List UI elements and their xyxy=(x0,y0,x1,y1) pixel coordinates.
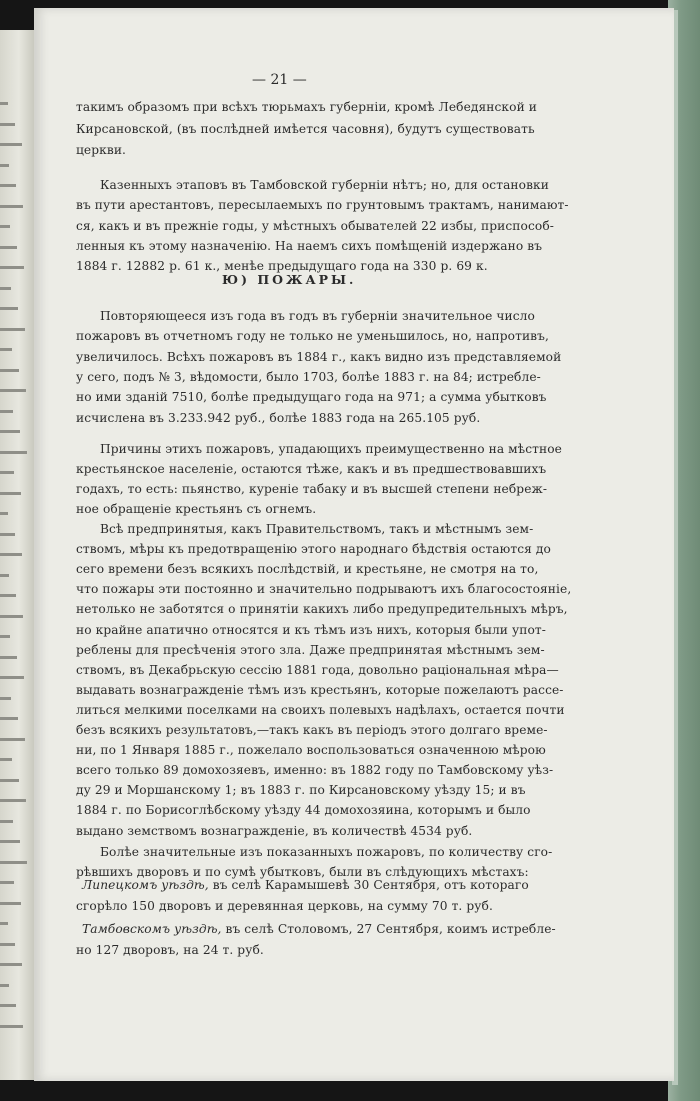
text-fragment xyxy=(0,451,27,454)
text-fragment xyxy=(0,676,24,679)
facing-page-text-fragment xyxy=(0,572,32,584)
text-fragment xyxy=(0,102,8,105)
district-name: Тамбовскомъ уѣздѣ, xyxy=(82,922,222,936)
text-fragment xyxy=(0,594,16,597)
facing-page-text-fragment xyxy=(0,838,32,850)
text-line: ся, какъ и въ прежніе годы, у мѣстныхъ обывателей 22 избы, приспособ- xyxy=(76,218,554,233)
facing-page-text-fragment xyxy=(0,920,32,932)
text-fragment xyxy=(0,984,9,987)
facing-page-text-fragment xyxy=(0,715,32,727)
text-fragment xyxy=(0,184,16,187)
text-line: у сего, подъ № 3, вѣдомости, было 1703, болѣе 1883 г. на 84; истребле- xyxy=(76,369,541,384)
text-line: ствомъ, въ Декабрьскую сессію 1881 года, довольно раціональная мѣра— xyxy=(76,662,559,677)
text-line: 1884 г. по Борисоглѣбскому уѣзду 44 домохозяина, которымъ и было xyxy=(76,803,531,818)
text-fragment xyxy=(0,143,22,146)
text-fragment xyxy=(0,902,21,905)
text-fragment xyxy=(0,533,15,536)
facing-page-text-fragment xyxy=(0,162,32,174)
text-line: крестьянское населеніе, остаются тѣже, какъ и въ предшествовавшихъ xyxy=(76,462,547,477)
text-fragment xyxy=(0,553,22,556)
facing-page-text-fragment xyxy=(0,428,32,440)
text-fragment xyxy=(0,266,24,269)
text-fragment xyxy=(0,717,18,720)
facing-page-text-fragment xyxy=(0,961,32,973)
facing-page-text-fragment xyxy=(0,982,32,994)
text-line: ни, по 1 Января 1885 г., пожелало воспользоваться означенною мѣрою xyxy=(76,743,546,758)
text-line: исчислена въ 3.233.942 руб., болѣе 1883 года на 265.105 руб. xyxy=(76,410,481,425)
text-line: церкви. xyxy=(76,143,127,157)
facing-page-text-fragment xyxy=(0,654,32,666)
facing-page-text-fragment xyxy=(0,613,32,625)
facing-page-text-fragment xyxy=(0,531,32,543)
text-line: всего только 89 домохозяевъ, именно: въ 1882 году по Тамбовскому уѣз- xyxy=(76,763,554,778)
facing-page-text-fragment xyxy=(0,879,32,891)
text-fragment xyxy=(0,943,15,946)
entry-line: но 127 дворовъ, на 24 т. руб. xyxy=(76,943,264,957)
facing-page-text-fragment xyxy=(0,1023,32,1035)
page-number: — 21 — xyxy=(252,72,307,88)
text-fragment xyxy=(0,799,26,802)
facing-page-text-fragment xyxy=(0,633,32,645)
text-line: ду 29 и Моршанскому 1; въ 1883 г. по Кирсановскому уѣзду 15; и въ xyxy=(76,783,526,798)
text-line: Повторяющееся изъ года въ годъ въ губерніи значительное число xyxy=(100,309,535,323)
document-page xyxy=(34,8,674,1081)
facing-page-text-fragment xyxy=(0,736,32,748)
facing-page-text-fragment xyxy=(0,223,32,235)
facing-page-text-fragment xyxy=(0,695,32,707)
facing-page-text-fragment xyxy=(0,326,32,338)
text-fragment xyxy=(0,881,14,884)
text-fragment xyxy=(0,1004,16,1007)
text-fragment xyxy=(0,512,8,515)
text-fragment xyxy=(0,430,20,433)
facing-page-text-fragment xyxy=(0,1002,32,1014)
text-line: Казенныхъ этаповъ въ Тамбовской губерніи нѣтъ; но, для остановки xyxy=(100,178,549,192)
text-fragment xyxy=(0,123,15,126)
text-line: пожаровъ въ отчетномъ году не только не уменьшилось, но, напротивъ, xyxy=(76,329,549,344)
text-fragment xyxy=(0,492,21,495)
text-fragment xyxy=(0,738,25,741)
entry-text: въ селѣ Столовомъ, 27 Сентября, коимъ истребле- xyxy=(221,922,556,936)
text-line: но крайне апатично относятся и къ тѣмъ изъ нихъ, которыя были упот- xyxy=(76,622,546,637)
text-line: безъ всякихъ результатовъ,—такъ какъ въ періодъ этого долгаго време- xyxy=(76,723,548,737)
text-fragment xyxy=(0,471,14,474)
text-line: ствомъ, мѣры къ предотвращенію этого народнаго бѣдствія остаются до xyxy=(76,542,551,557)
entry-line xyxy=(82,920,556,938)
section-heading: Ю) ПОЖАРЫ. xyxy=(222,272,357,287)
facing-page-text-fragment xyxy=(0,141,32,153)
text-fragment xyxy=(0,287,11,290)
text-line: 1884 г. 12882 р. 61 к., менѣе предыдущаго года на 330 р. 69 к. xyxy=(76,259,488,274)
facing-page-text-fragment xyxy=(0,346,32,358)
facing-page-text-fragment xyxy=(0,797,32,809)
facing-page-text-fragment xyxy=(0,387,32,399)
facing-page-text-fragment xyxy=(0,264,32,276)
text-fragment xyxy=(0,615,23,618)
text-fragment xyxy=(0,697,11,700)
text-line: въ пути арестантовъ, пересылаемыхъ по грунтовымъ трактамъ, нанимают- xyxy=(76,198,569,213)
text-line: годахъ, то есть: пьянство, куреніе табаку и въ высшей степени небреж- xyxy=(76,482,548,497)
text-line: выдано земствомъ вознагражденіе, въ количествѣ 4534 руб. xyxy=(76,823,473,838)
text-fragment xyxy=(0,225,10,228)
facing-page-text-fragment xyxy=(0,469,32,481)
text-line: Всѣ предпринятыя, какъ Правительствомъ, такъ и мѣстнымъ зем- xyxy=(100,522,534,536)
text-fragment xyxy=(0,574,9,577)
text-line: ленныя къ этому назначенію. На наемъ сихъ помѣщеній издержано въ xyxy=(76,238,543,253)
text-fragment xyxy=(0,840,20,843)
text-fragment xyxy=(0,922,8,925)
text-line: сего времени безъ всякихъ послѣдствій, и крестьяне, не смотря на то, xyxy=(76,562,539,577)
text-line: Кирсановской, (въ послѣдней имѣется часовня), будутъ существовать xyxy=(76,121,535,136)
text-fragment xyxy=(0,779,19,782)
facing-page-text-fragment xyxy=(0,777,32,789)
text-fragment xyxy=(0,635,10,638)
text-line: ное обращеніе крестьянъ съ огнемъ. xyxy=(76,502,317,517)
text-line: увеличилось. Всѣхъ пожаровъ въ 1884 г., какъ видно изъ представляемой xyxy=(76,349,562,364)
entry-line xyxy=(82,876,529,894)
facing-page-edge xyxy=(0,30,34,1080)
text-fragment xyxy=(0,389,26,392)
entry-line: сгорѣло 150 дворовъ и деревянная церковь, на сумму 70 т. руб. xyxy=(76,899,493,913)
facing-page-text-fragment xyxy=(0,490,32,502)
facing-page-text-fragment xyxy=(0,941,32,953)
text-fragment xyxy=(0,164,9,167)
text-line: но ими зданій 7510, болѣе предыдущаго года на 971; а сумма убытковъ xyxy=(76,390,547,405)
facing-page-text-fragment xyxy=(0,551,32,563)
text-fragment xyxy=(0,820,13,823)
text-line: что пожары эти постоянно и значительно подрываютъ ихъ благосостояніе, xyxy=(76,582,572,597)
text-fragment xyxy=(0,369,19,372)
facing-page-text-fragment xyxy=(0,182,32,194)
text-line: реблены для пресѣченія этого зла. Даже предпринятая мѣстнымъ зем- xyxy=(76,642,545,657)
text-fragment xyxy=(0,758,12,761)
text-fragment xyxy=(0,861,27,864)
facing-page-text-fragment xyxy=(0,510,32,522)
text-fragment xyxy=(0,1025,23,1028)
facing-page-text-fragment xyxy=(0,408,32,420)
facing-page-text-fragment xyxy=(0,900,32,912)
facing-page-text-fragment xyxy=(0,674,32,686)
text-fragment xyxy=(0,348,12,351)
text-line: нетолько не заботятся о принятіи какихъ либо предупредительныхъ мѣръ, xyxy=(76,602,568,617)
facing-page-text-fragment xyxy=(0,285,32,297)
facing-page-text-fragment xyxy=(0,203,32,215)
facing-page-text-fragment xyxy=(0,756,32,768)
facing-page-text-fragment xyxy=(0,100,32,112)
district-name: Липецкомъ уѣздѣ, xyxy=(82,878,209,892)
facing-page-text-fragment xyxy=(0,859,32,871)
facing-page-text-fragment xyxy=(0,449,32,461)
facing-page-text-fragment xyxy=(0,818,32,830)
text-line: литься мелкими поселками на своихъ полевыхъ надѣлахъ, остается почти xyxy=(76,702,565,717)
text-fragment xyxy=(0,656,17,659)
entry-text: въ селѣ Карамышевѣ 30 Сентября, отъ котораго xyxy=(208,878,529,892)
text-line: выдавать вознагражденіе тѣмъ изъ крестьянъ, которые пожелаютъ рассе- xyxy=(76,682,564,697)
text-fragment xyxy=(0,410,13,413)
text-line: такимъ образомъ при всѣхъ тюрьмахъ губерніи, кромѣ Лебедянской и xyxy=(76,100,537,114)
text-line: Причины этихъ пожаровъ, упадающихъ преимущественно на мѣстное xyxy=(100,442,562,456)
text-fragment xyxy=(0,328,25,331)
facing-page-text-fragment xyxy=(0,121,32,133)
text-fragment xyxy=(0,963,22,966)
facing-page-text-fragment xyxy=(0,367,32,379)
text-fragment xyxy=(0,307,18,310)
text-line: рѣвшихъ дворовъ и по сумѣ убытковъ, были въ слѣдующихъ мѣстахъ: xyxy=(76,865,529,880)
facing-page-text-fragment xyxy=(0,244,32,256)
text-fragment xyxy=(0,205,23,208)
text-line: Болѣе значительные изъ показанныхъ пожаровъ, по количеству сго- xyxy=(100,845,553,859)
facing-page-text-fragment xyxy=(0,305,32,317)
text-fragment xyxy=(0,246,17,249)
facing-page-text-fragment xyxy=(0,592,32,604)
